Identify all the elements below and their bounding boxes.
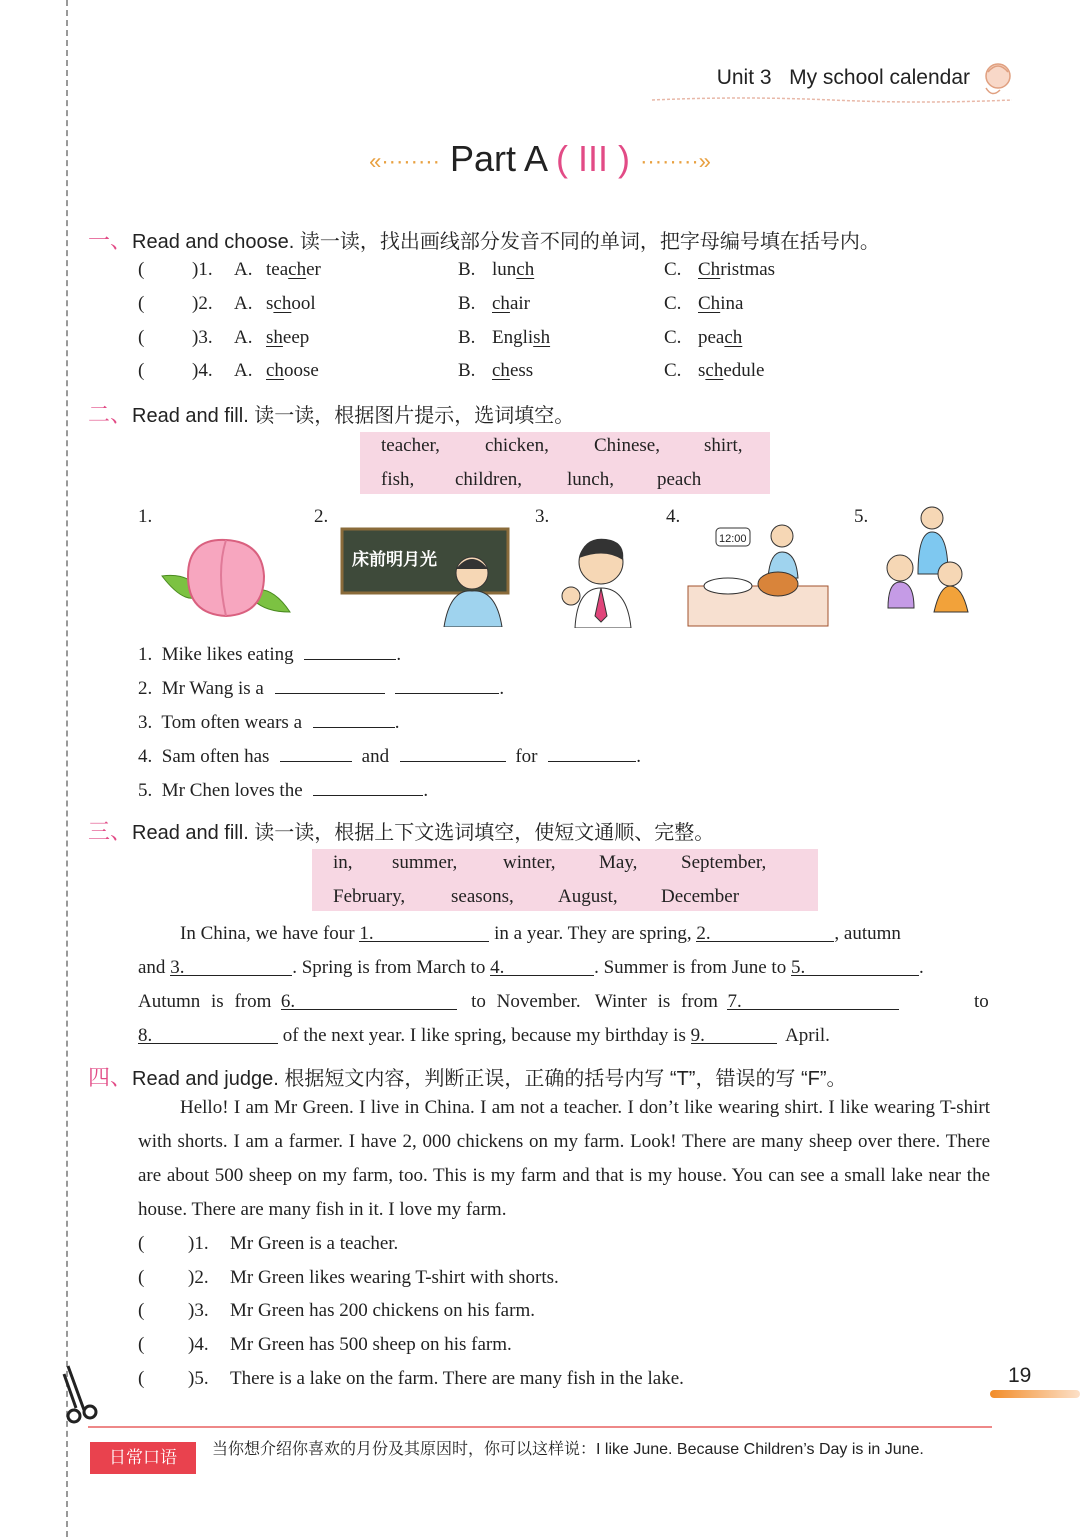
word-box-1-row-1 [381, 435, 743, 457]
option-letter: B. [458, 360, 476, 381]
word-box-2-row-1 [333, 852, 767, 874]
passage-text: . Summer is from June to [594, 957, 787, 978]
passage-text: , autumn [834, 923, 901, 944]
passage-text: in a year. They are spring, [494, 923, 692, 944]
sentence-text: for [515, 746, 538, 767]
cut-line [66, 0, 68, 1537]
sentence-number: 4. [138, 746, 153, 767]
fill-sentence-3 [138, 709, 400, 734]
underlined-part: Ch [698, 259, 721, 280]
footer-divider [88, 1426, 992, 1428]
section-number: 一、 [88, 228, 133, 253]
option-c[interactable] [698, 293, 743, 315]
word-option: fish, [381, 469, 415, 490]
sentence-end: . [499, 678, 505, 699]
blank-number: 1. [359, 923, 374, 944]
question-number: )3. [192, 327, 213, 348]
word-part: tea [266, 259, 289, 280]
blank-number: 8. [138, 1025, 153, 1046]
answer-blank[interactable] [304, 641, 396, 660]
scissors-icon [54, 1364, 102, 1426]
word-part: ess [509, 360, 534, 381]
word-part: ina [720, 293, 744, 314]
section-number: 三、 [88, 819, 133, 844]
passage3-line-2 [138, 957, 924, 979]
option-b[interactable] [492, 293, 530, 315]
footer-tag: 日常口语 [90, 1442, 196, 1474]
answer-blank[interactable] [548, 743, 636, 762]
option-letter: C. [664, 293, 682, 314]
word-part: ristmas [720, 259, 776, 280]
answer-blank[interactable] [275, 675, 385, 694]
blank-number: 7. [727, 991, 742, 1012]
option-b[interactable] [492, 259, 534, 281]
option-letter: A. [234, 293, 253, 314]
word-option: winter, [503, 852, 556, 873]
fill-sentence-4 [138, 743, 641, 768]
word-part: lun [492, 259, 517, 280]
option-letter: B. [458, 293, 476, 314]
title-roman: ( III ) [556, 138, 631, 179]
sentence-text: Mr Wang is a [161, 678, 264, 699]
section-title: Read and judge. 根据短文内容，判断正误，正确的括号内写 “T”，错误的写 “F”。 [132, 1068, 847, 1090]
section-title: Read and fill. 读一读，根据上下文选词填空，使短文通顺、完整。 [132, 822, 715, 844]
answer-blank[interactable] [170, 957, 292, 976]
statement-text: Mr Green likes wearing T-shirt with shorts. [230, 1267, 559, 1288]
answer-blank[interactable] [400, 743, 506, 762]
passage-text: . Spring is from March to [292, 957, 486, 978]
answer-blank[interactable] [727, 991, 899, 1010]
passage3-line-4 [138, 1025, 830, 1047]
blank-number: 6. [280, 991, 296, 1012]
judge-row-4 [138, 1334, 512, 1356]
picture-label: 5. [854, 506, 869, 527]
question-number: )1. [192, 259, 213, 280]
choose-row-3 [138, 327, 838, 349]
judge-passage: Hello! I am Mr Green. I live in China. I am not a teacher. I don’t like wearing shirt. I like wearing T-shirt with shorts. I am a farmer. I have 2, 000 chickens on my farm. Look! There are many sheep over there. There are about 500 sheep on my farm, too. This is my farm and that is my house. You can see a small lake near the house. There are many fish in it. I love my farm. [138, 1097, 990, 1220]
underlined-part: sh [533, 327, 551, 348]
word-part: s [698, 360, 706, 381]
option-letter: C. [664, 259, 682, 280]
passage-text: Winter is from [594, 991, 718, 1012]
answer-blank[interactable] [791, 957, 919, 976]
section-number: 四、 [88, 1065, 133, 1090]
underlined-part: sh [266, 327, 283, 348]
answer-paren[interactable]: ( [138, 1233, 145, 1254]
sentence-text: and [361, 746, 390, 767]
question-number: )3. [188, 1300, 209, 1321]
family-icon [878, 504, 974, 628]
sentence-number: 5. [138, 780, 153, 801]
word-part: s [266, 293, 274, 314]
word-option: peach [657, 469, 702, 490]
word-option: December [661, 886, 740, 907]
underlined-part: ch [724, 327, 743, 348]
answer-blank[interactable] [696, 923, 834, 942]
word-part: oose [283, 360, 319, 381]
answer-blank[interactable] [280, 743, 352, 762]
fill-sentence-2 [138, 675, 504, 700]
section-2-heading [88, 398, 574, 429]
sentence-number: 3. [138, 712, 153, 733]
option-a[interactable] [266, 327, 309, 349]
word-part: ool [291, 293, 316, 314]
sentence-number: 1. [138, 644, 153, 665]
header-mascot-icon [978, 58, 1018, 100]
word-part: er [306, 259, 321, 280]
word-part: edule [723, 360, 765, 381]
underlined-part: ch [705, 360, 724, 381]
sentence-text: Mike likes eating [161, 644, 294, 665]
title-main: Part A [449, 138, 547, 179]
statement-text: Mr Green has 200 chickens on his farm. [230, 1300, 535, 1321]
underlined-part: ch [492, 293, 510, 314]
footer-text: 当你想介绍你喜欢的月份及其原因时，你可以这样说：I like June. Because Children’s Day is in June. [212, 1441, 924, 1458]
option-b[interactable] [492, 360, 533, 382]
section-title: Read and choose. 读一读，找出画线部分发音不同的单词，把字母编号填在括号内。 [132, 231, 880, 253]
picture-label: 1. [138, 506, 153, 527]
section-3-heading [88, 815, 714, 846]
statement-text: There is a lake on the farm. There are many fish in the lake. [230, 1368, 684, 1389]
underlined-part: ch [273, 293, 292, 314]
section-number: 二、 [88, 402, 133, 427]
passage-text: Autumn is from [138, 991, 272, 1012]
passage-text: of the next year. I like spring, because my birthday is [282, 1025, 686, 1046]
answer-paren[interactable]: ( [138, 1267, 145, 1288]
choose-row-4 [138, 360, 838, 382]
answer-blank[interactable] [313, 777, 423, 796]
lunch-table-icon [686, 522, 830, 628]
option-letter: A. [234, 360, 253, 381]
page-number-bar [990, 1390, 1080, 1398]
option-letter: B. [458, 259, 476, 280]
statement-text: Mr Green has 500 sheep on his farm. [230, 1334, 512, 1355]
word-part: Engli [492, 327, 534, 348]
option-a[interactable] [266, 360, 319, 382]
word-option: teacher, [381, 435, 440, 456]
word-option: February, [333, 886, 406, 907]
option-letter: A. [234, 259, 253, 280]
answer-blank[interactable] [691, 1025, 777, 1044]
section-title: Read and fill. 读一读，根据图片提示，选词填空。 [132, 405, 575, 427]
judge-row-3 [138, 1300, 535, 1322]
option-a[interactable] [266, 293, 316, 315]
answer-blank[interactable] [138, 1025, 278, 1044]
sentence-end: . [394, 712, 400, 733]
sentence-end: . [396, 644, 402, 665]
judge-row-1 [138, 1233, 399, 1255]
question-number: )4. [188, 1334, 209, 1355]
option-c[interactable] [698, 327, 742, 349]
unit-title: My school calendar [789, 66, 970, 89]
answer-paren[interactable]: ( [138, 1368, 145, 1389]
judge-row-5 [138, 1368, 684, 1390]
word-box-2-row-2 [333, 886, 740, 908]
board-text: 床前明月光 [352, 550, 437, 569]
option-letter: B. [458, 327, 476, 348]
title-right-arrow-icon: ········» [640, 148, 711, 174]
blank-number: 3. [170, 957, 185, 978]
word-option: August, [558, 886, 618, 907]
option-c[interactable] [698, 259, 775, 281]
peach-icon [158, 532, 294, 618]
question-number: )4. [192, 360, 213, 381]
word-option: children, [455, 469, 523, 490]
page-header [717, 66, 970, 90]
underlined-part: ch [492, 360, 510, 381]
title-left-arrow-icon: «········ [369, 148, 440, 174]
sentence-number: 2. [138, 678, 153, 699]
sentence-end: . [423, 780, 429, 801]
word-part: eep [282, 327, 310, 348]
word-option: seasons, [451, 886, 514, 907]
question-number: )2. [192, 293, 213, 314]
answer-paren[interactable]: ( [138, 1334, 145, 1355]
word-option: September, [681, 852, 767, 873]
underlined-part: Ch [698, 293, 721, 314]
answer-paren[interactable]: ( [138, 259, 145, 280]
word-box-1-row-2 [381, 469, 702, 491]
passage-text: April. [785, 1025, 830, 1046]
page-number: 19 [1008, 1364, 1032, 1387]
choose-row-1 [138, 259, 838, 281]
option-letter: A. [234, 327, 253, 348]
boy-tie-icon [555, 530, 643, 628]
option-a[interactable] [266, 259, 321, 281]
answer-paren[interactable]: ( [138, 293, 145, 314]
passage-text: to November. [471, 991, 581, 1012]
answer-blank[interactable] [359, 923, 489, 942]
word-part: air [509, 293, 530, 314]
unit-label: Unit 3 [716, 66, 772, 89]
judge-row-2 [138, 1267, 559, 1289]
passage3-line-3 [138, 991, 989, 1013]
word-option: in, [333, 852, 353, 873]
sentence-text: Tom often wears a [161, 712, 303, 733]
word-part: pea [698, 327, 725, 348]
answer-blank[interactable] [313, 709, 395, 728]
passage-text: . [918, 957, 924, 978]
answer-blank[interactable] [395, 675, 499, 694]
word-option: shirt, [704, 435, 743, 456]
teacher-board-icon [340, 527, 510, 627]
passage-text: In China, we have four [180, 923, 355, 944]
question-number: )5. [188, 1368, 209, 1389]
answer-paren[interactable]: ( [138, 327, 145, 348]
option-letter: C. [664, 360, 682, 381]
word-option: Chinese, [594, 435, 660, 456]
word-option: summer, [392, 852, 458, 873]
word-option: chicken, [485, 435, 549, 456]
option-letter: C. [664, 327, 682, 348]
question-number: )2. [188, 1267, 209, 1288]
passage-text: and [138, 957, 166, 978]
word-option: lunch, [567, 469, 614, 490]
passage3-line-1 [180, 923, 990, 945]
blank-number: 2. [696, 923, 711, 944]
section-1-heading [88, 224, 880, 255]
answer-paren[interactable]: ( [138, 360, 145, 381]
sentence-end: . [636, 746, 641, 767]
answer-blank[interactable] [490, 957, 594, 976]
blank-number: 4. [490, 957, 505, 978]
answer-blank[interactable] [281, 991, 457, 1010]
blank-number: 9. [690, 1025, 705, 1046]
option-c[interactable] [698, 360, 765, 382]
underlined-part: ch [266, 360, 284, 381]
picture-label: 4. [666, 506, 681, 527]
section-4-heading [88, 1061, 847, 1092]
statement-text: Mr Green is a teacher. [230, 1233, 399, 1254]
picture-label: 3. [535, 506, 550, 527]
picture-label: 2. [314, 506, 329, 527]
choose-row-2 [138, 293, 838, 315]
sentence-text: Sam often has [161, 746, 270, 767]
question-number: )1. [188, 1233, 209, 1254]
fill-sentence-1 [138, 641, 401, 666]
blank-number: 5. [790, 957, 806, 978]
passage-text: to [974, 991, 989, 1012]
underlined-part: ch [516, 259, 535, 280]
answer-paren[interactable]: ( [138, 1300, 145, 1321]
header-decoration [652, 96, 1012, 104]
clock-text: 12:00 [719, 533, 747, 545]
fill-sentence-5 [138, 777, 428, 802]
sentence-text: Mr Chen loves the [161, 780, 303, 801]
page-title [0, 138, 1080, 180]
option-b[interactable] [492, 327, 550, 349]
underlined-part: ch [288, 259, 307, 280]
word-option: May, [599, 852, 638, 873]
